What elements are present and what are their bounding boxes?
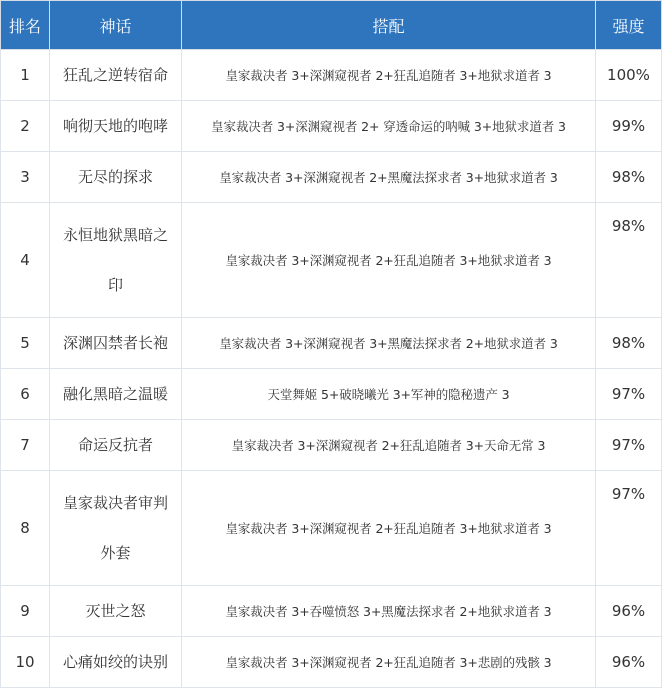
strength-cell: 98% [596,152,662,203]
table-row [1,420,662,471]
table-row [1,203,662,318]
myth-cell: 响彻天地的咆哮 [50,101,182,152]
myth-cell [50,203,182,318]
rank-cell: 10 [1,637,50,688]
rank-cell: 6 [1,369,50,420]
myth-name: 皇家裁决者审判外套 [62,494,168,562]
strength-cell: 96% [596,586,662,637]
myth-cell: 灭世之怒 [50,586,182,637]
header-combo: 搭配 [182,1,596,50]
combo-cell: 皇家裁决者 3+深渊窥视者 2+狂乱追随者 3+地狱求道者 3 [182,50,596,101]
myth-cell: 心痛如绞的诀别 [50,637,182,688]
rank-cell: 1 [1,50,50,101]
myth-cell: 深渊囚禁者长袍 [50,318,182,369]
combo-cell: 皇家裁决者 3+深渊窥视者 2+ 穿透命运的呐喊 3+地狱求道者 3 [182,101,596,152]
table-row [1,369,662,420]
combo-cell: 皇家裁决者 3+深渊窥视者 2+狂乱追随者 3+悲剧的残骸 3 [182,637,596,688]
rank-cell: 7 [1,420,50,471]
table-row [1,471,662,586]
rank-cell: 8 [1,471,50,586]
strength-cell: 98% [596,318,662,369]
rank-cell: 2 [1,101,50,152]
header-myth: 神话 [50,1,182,50]
table-row [1,101,662,152]
strength-cell: 99% [596,101,662,152]
myth-cell: 融化黑暗之温暖 [50,369,182,420]
combo-cell: 皇家裁决者 3+深渊窥视者 2+狂乱追随者 3+天命无常 3 [182,420,596,471]
table-row [1,152,662,203]
rank-cell: 3 [1,152,50,203]
table-header-row [1,1,662,50]
combo-cell: 皇家裁决者 3+深渊窥视者 2+黑魔法探求者 3+地狱求道者 3 [182,152,596,203]
table-row [1,318,662,369]
combo-cell: 皇家裁决者 3+深渊窥视者 2+狂乱追随者 3+地狱求道者 3 [182,203,596,318]
strength-cell: 98% [596,203,662,318]
rank-cell: 5 [1,318,50,369]
strength-cell: 96% [596,637,662,688]
myth-cell [50,471,182,586]
combo-cell: 皇家裁决者 3+吞噬愤怒 3+黑魔法探求者 2+地狱求道者 3 [182,586,596,637]
myth-cell: 狂乱之逆转宿命 [50,50,182,101]
myth-cell: 无尽的探求 [50,152,182,203]
strength-cell: 100% [596,50,662,101]
rank-cell: 4 [1,203,50,318]
combo-cell: 皇家裁决者 3+深渊窥视者 2+狂乱追随者 3+地狱求道者 3 [182,471,596,586]
combo-cell: 皇家裁决者 3+深渊窥视者 3+黑魔法探求者 2+地狱求道者 3 [182,318,596,369]
header-strength: 强度 [596,1,662,50]
strength-cell: 97% [596,369,662,420]
table-row [1,50,662,101]
table-row [1,586,662,637]
combo-cell: 天堂舞姬 5+破晓曦光 3+军神的隐秘遗产 3 [182,369,596,420]
header-rank: 排名 [1,1,50,50]
strength-cell: 97% [596,420,662,471]
myth-cell: 命运反抗者 [50,420,182,471]
myth-name: 永恒地狱黑暗之印 [62,226,168,294]
table-row [1,637,662,688]
strength-cell: 97% [596,471,662,586]
rank-cell: 9 [1,586,50,637]
